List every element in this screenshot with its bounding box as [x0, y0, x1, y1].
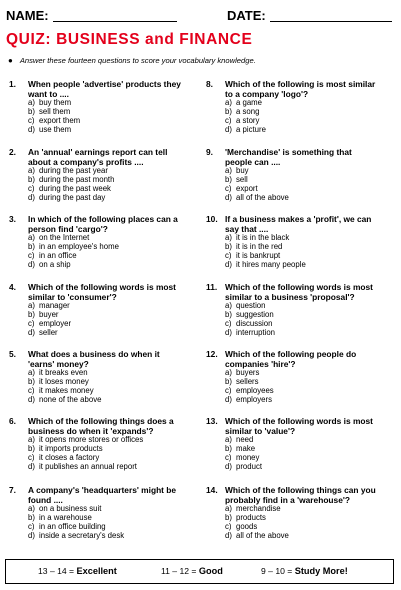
option-text: in an office building — [39, 522, 106, 531]
answer-option — [28, 261, 181, 270]
option-text: buy — [236, 166, 249, 176]
option-text: all of the above — [236, 192, 289, 202]
option-text: none of the above — [39, 394, 102, 404]
question-text: Which of the following is most similar to a company 'logo'? — [225, 79, 376, 100]
question-number: 2. — [9, 147, 16, 157]
name-label: NAME: — [6, 8, 49, 23]
option-text: merchandise — [236, 504, 281, 514]
option-letter: c) — [28, 251, 35, 260]
option-text: make — [236, 444, 256, 454]
answer-option — [225, 194, 378, 203]
option-letter: d) — [28, 530, 35, 540]
option-letter: a) — [28, 166, 35, 176]
option-text: buy them — [39, 98, 72, 108]
question-9 — [206, 147, 378, 203]
option-text: it imports products — [39, 444, 103, 454]
option-text: employer — [39, 319, 72, 328]
worksheet-header — [6, 8, 395, 26]
answer-option — [28, 194, 181, 203]
answer-options — [28, 167, 181, 203]
option-letter: d) — [225, 192, 232, 202]
question-number: 14. — [206, 485, 218, 495]
option-text: it hires many people — [236, 259, 306, 269]
option-text: all of the above — [236, 530, 289, 540]
option-text: it is in the red — [236, 242, 283, 252]
option-text: on a ship — [39, 259, 71, 269]
option-text: product — [236, 461, 263, 471]
option-letter: a) — [225, 233, 232, 243]
option-letter: b) — [225, 444, 232, 454]
option-letter: a) — [28, 504, 35, 514]
option-letter: b) — [225, 513, 232, 523]
option-letter: a) — [225, 301, 232, 311]
question-number: 7. — [9, 485, 16, 495]
answer-option — [225, 463, 378, 472]
answer-options — [28, 234, 181, 270]
option-text: products — [236, 513, 266, 523]
question-text: An 'annual' earnings report can tell about a company's profits .... — [28, 147, 168, 168]
question-7 — [9, 485, 181, 541]
option-text: during the past week — [39, 184, 111, 193]
question-text: When people 'advertise' products they want to .... — [28, 79, 181, 100]
question-number: 1. — [9, 79, 16, 89]
question-4 — [9, 282, 181, 338]
option-letter: d) — [28, 192, 35, 202]
option-text: employers — [236, 394, 272, 404]
option-text: discussion — [236, 319, 273, 328]
option-letter: c) — [225, 251, 232, 260]
option-letter: b) — [225, 310, 232, 320]
option-text: use them — [39, 124, 72, 134]
question-text: If a business makes a 'profit', we can say that .... — [225, 214, 372, 235]
name-field — [6, 8, 177, 23]
question-2 — [9, 147, 181, 203]
option-text: it publishes an annual report — [39, 461, 137, 471]
score-box — [5, 559, 394, 584]
option-letter: b) — [225, 377, 232, 387]
option-letter: d) — [225, 259, 232, 269]
option-letter: a) — [225, 166, 232, 176]
option-letter: b) — [28, 107, 35, 117]
date-field — [227, 8, 392, 23]
option-text: sell them — [39, 107, 71, 117]
option-text: manager — [39, 301, 70, 311]
option-text: it makes money — [39, 386, 94, 395]
question-number: 8. — [206, 79, 213, 89]
question-number: 11. — [206, 282, 218, 292]
option-text: it loses money — [39, 377, 89, 387]
question-number: 3. — [9, 214, 16, 224]
question-1 — [9, 79, 181, 135]
score-rating: Study More! — [294, 566, 348, 576]
option-text: in an office — [39, 251, 77, 260]
option-letter: a) — [225, 504, 232, 514]
option-text: buyers — [236, 368, 260, 378]
option-letter: d) — [28, 327, 35, 337]
option-letter: a) — [28, 435, 35, 445]
option-text: buyer — [39, 310, 59, 320]
question-14 — [206, 485, 378, 541]
option-letter: c) — [28, 386, 35, 395]
option-letter: a) — [28, 368, 35, 378]
question-10 — [206, 214, 378, 270]
option-letter: c) — [225, 184, 232, 193]
question-number: 6. — [9, 416, 16, 426]
option-letter: d) — [225, 124, 232, 134]
option-text: seller — [39, 327, 58, 337]
option-letter: d) — [28, 394, 35, 404]
option-letter: d) — [28, 124, 35, 134]
option-text: suggestion — [236, 310, 274, 320]
score-study-more — [261, 566, 348, 576]
option-letter: b) — [225, 242, 232, 252]
option-letter: d) — [225, 394, 232, 404]
option-letter: b) — [225, 107, 232, 117]
option-text: a picture — [236, 124, 266, 134]
option-text: in a warehouse — [39, 513, 92, 523]
answer-options — [225, 234, 378, 270]
answer-options — [28, 436, 181, 472]
option-text: a story — [236, 116, 260, 125]
option-letter: c) — [28, 116, 35, 125]
date-label: DATE: — [227, 8, 266, 23]
question-text: In which of the following places can a person find 'cargo'? — [28, 214, 178, 235]
option-letter: b) — [225, 175, 232, 185]
question-11 — [206, 282, 378, 338]
option-letter: c) — [28, 319, 35, 328]
option-text: it breaks even — [39, 368, 88, 378]
question-number: 5. — [9, 349, 16, 359]
answer-options — [225, 505, 378, 541]
score-range: 9 – 10 = — [261, 566, 293, 576]
question-number: 9. — [206, 147, 213, 157]
option-letter: a) — [225, 368, 232, 378]
question-6 — [9, 416, 181, 472]
option-letter: d) — [28, 461, 35, 471]
option-letter: a) — [28, 98, 35, 108]
option-letter: a) — [225, 98, 232, 108]
answer-options — [225, 99, 378, 135]
name-blank — [53, 9, 177, 22]
option-letter: c) — [225, 453, 232, 462]
option-letter: c) — [225, 319, 232, 328]
question-13 — [206, 416, 378, 472]
bullet-icon: ● — [8, 56, 13, 65]
option-letter: d) — [28, 259, 35, 269]
option-letter: c) — [225, 116, 232, 125]
question-12 — [206, 349, 378, 405]
answer-options — [28, 369, 181, 405]
question-text: Which of the following words is most similar to 'consumer'? — [28, 282, 176, 303]
option-letter: d) — [225, 530, 232, 540]
answer-option — [28, 329, 181, 338]
question-text: 'Merchandise' is something that people can .... — [225, 147, 352, 168]
option-text: a song — [236, 107, 260, 117]
option-text: export — [236, 184, 258, 193]
question-number: 10. — [206, 214, 218, 224]
option-text: it is in the black — [236, 233, 290, 243]
option-text: export them — [39, 116, 81, 125]
option-letter: b) — [28, 513, 35, 523]
option-text: during the past day — [39, 192, 106, 202]
option-letter: c) — [28, 184, 35, 193]
option-letter: d) — [225, 327, 232, 337]
quiz-title: QUIZ: BUSINESS and FINANCE — [6, 31, 253, 48]
option-letter: b) — [28, 377, 35, 387]
question-text: What does a business do when it 'earns' money? — [28, 349, 160, 370]
question-text: Which of the following people do companies 'hire'? — [225, 349, 357, 370]
option-letter: a) — [28, 301, 35, 311]
score-range: 13 – 14 = — [38, 566, 75, 576]
question-text: A company's 'headquarters' might be found .... — [28, 485, 177, 506]
option-text: inside a secretary's desk — [39, 530, 125, 540]
question-text: Which of the following words is most similar to 'value'? — [225, 416, 373, 437]
option-text: need — [236, 435, 254, 445]
option-letter: b) — [28, 444, 35, 454]
date-blank — [270, 9, 392, 22]
option-letter: d) — [225, 461, 232, 471]
option-letter: b) — [28, 175, 35, 185]
answer-options — [28, 302, 181, 338]
question-text: Which of the following things can you probably find in a 'warehouse'? — [225, 485, 376, 506]
answer-option — [225, 329, 378, 338]
option-letter: a) — [28, 233, 35, 243]
option-text: on the Internet — [39, 233, 90, 243]
option-text: question — [236, 301, 266, 311]
option-letter: b) — [28, 310, 35, 320]
answer-options — [225, 436, 378, 472]
answer-options — [28, 505, 181, 541]
option-text: interruption — [236, 327, 276, 337]
answer-options — [225, 302, 378, 338]
option-text: in an employee's home — [39, 242, 119, 252]
answer-option — [225, 126, 378, 135]
question-8 — [206, 79, 378, 135]
option-text: sellers — [236, 377, 259, 387]
question-number: 12. — [206, 349, 218, 359]
option-letter: a) — [225, 435, 232, 445]
answer-option — [28, 396, 181, 405]
question-text: Which of the following things does a business do when it 'expands'? — [28, 416, 174, 437]
score-good — [161, 566, 223, 576]
answer-options — [225, 369, 378, 405]
option-letter: c) — [28, 453, 35, 462]
option-text: employees — [236, 386, 274, 395]
instructions — [8, 56, 256, 65]
question-number: 13. — [206, 416, 218, 426]
answer-option — [28, 126, 181, 135]
answer-option — [225, 396, 378, 405]
option-text: a game — [236, 98, 263, 108]
answer-option — [28, 532, 181, 541]
question-3 — [9, 214, 181, 270]
option-text: during the past month — [39, 175, 115, 185]
answer-options — [225, 167, 378, 203]
option-letter: b) — [28, 242, 35, 252]
question-number: 4. — [9, 282, 16, 292]
option-text: it is bankrupt — [236, 251, 281, 260]
answer-option — [225, 532, 378, 541]
option-text: sell — [236, 175, 248, 185]
answer-option — [225, 261, 378, 270]
option-letter: c) — [225, 522, 232, 531]
option-text: on a business suit — [39, 504, 102, 514]
score-rating: Excellent — [76, 566, 117, 576]
option-text: it closes a factory — [39, 453, 100, 462]
option-letter: c) — [28, 522, 35, 531]
score-range: 11 – 12 = — [161, 566, 197, 576]
answer-options — [28, 99, 181, 135]
option-text: money — [236, 453, 260, 462]
option-text: it opens more stores or offices — [39, 435, 144, 445]
option-text: goods — [236, 522, 258, 531]
option-text: during the past year — [39, 166, 108, 176]
score-rating: Good — [198, 566, 223, 576]
instructions-text: Answer these fourteen questions to score your vocabulary knowledge. — [19, 56, 256, 65]
answer-option — [28, 463, 181, 472]
question-text: Which of the following words is most similar to a business 'proposal'? — [225, 282, 373, 303]
question-5 — [9, 349, 181, 405]
score-excellent — [38, 566, 117, 576]
option-letter: c) — [225, 386, 232, 395]
